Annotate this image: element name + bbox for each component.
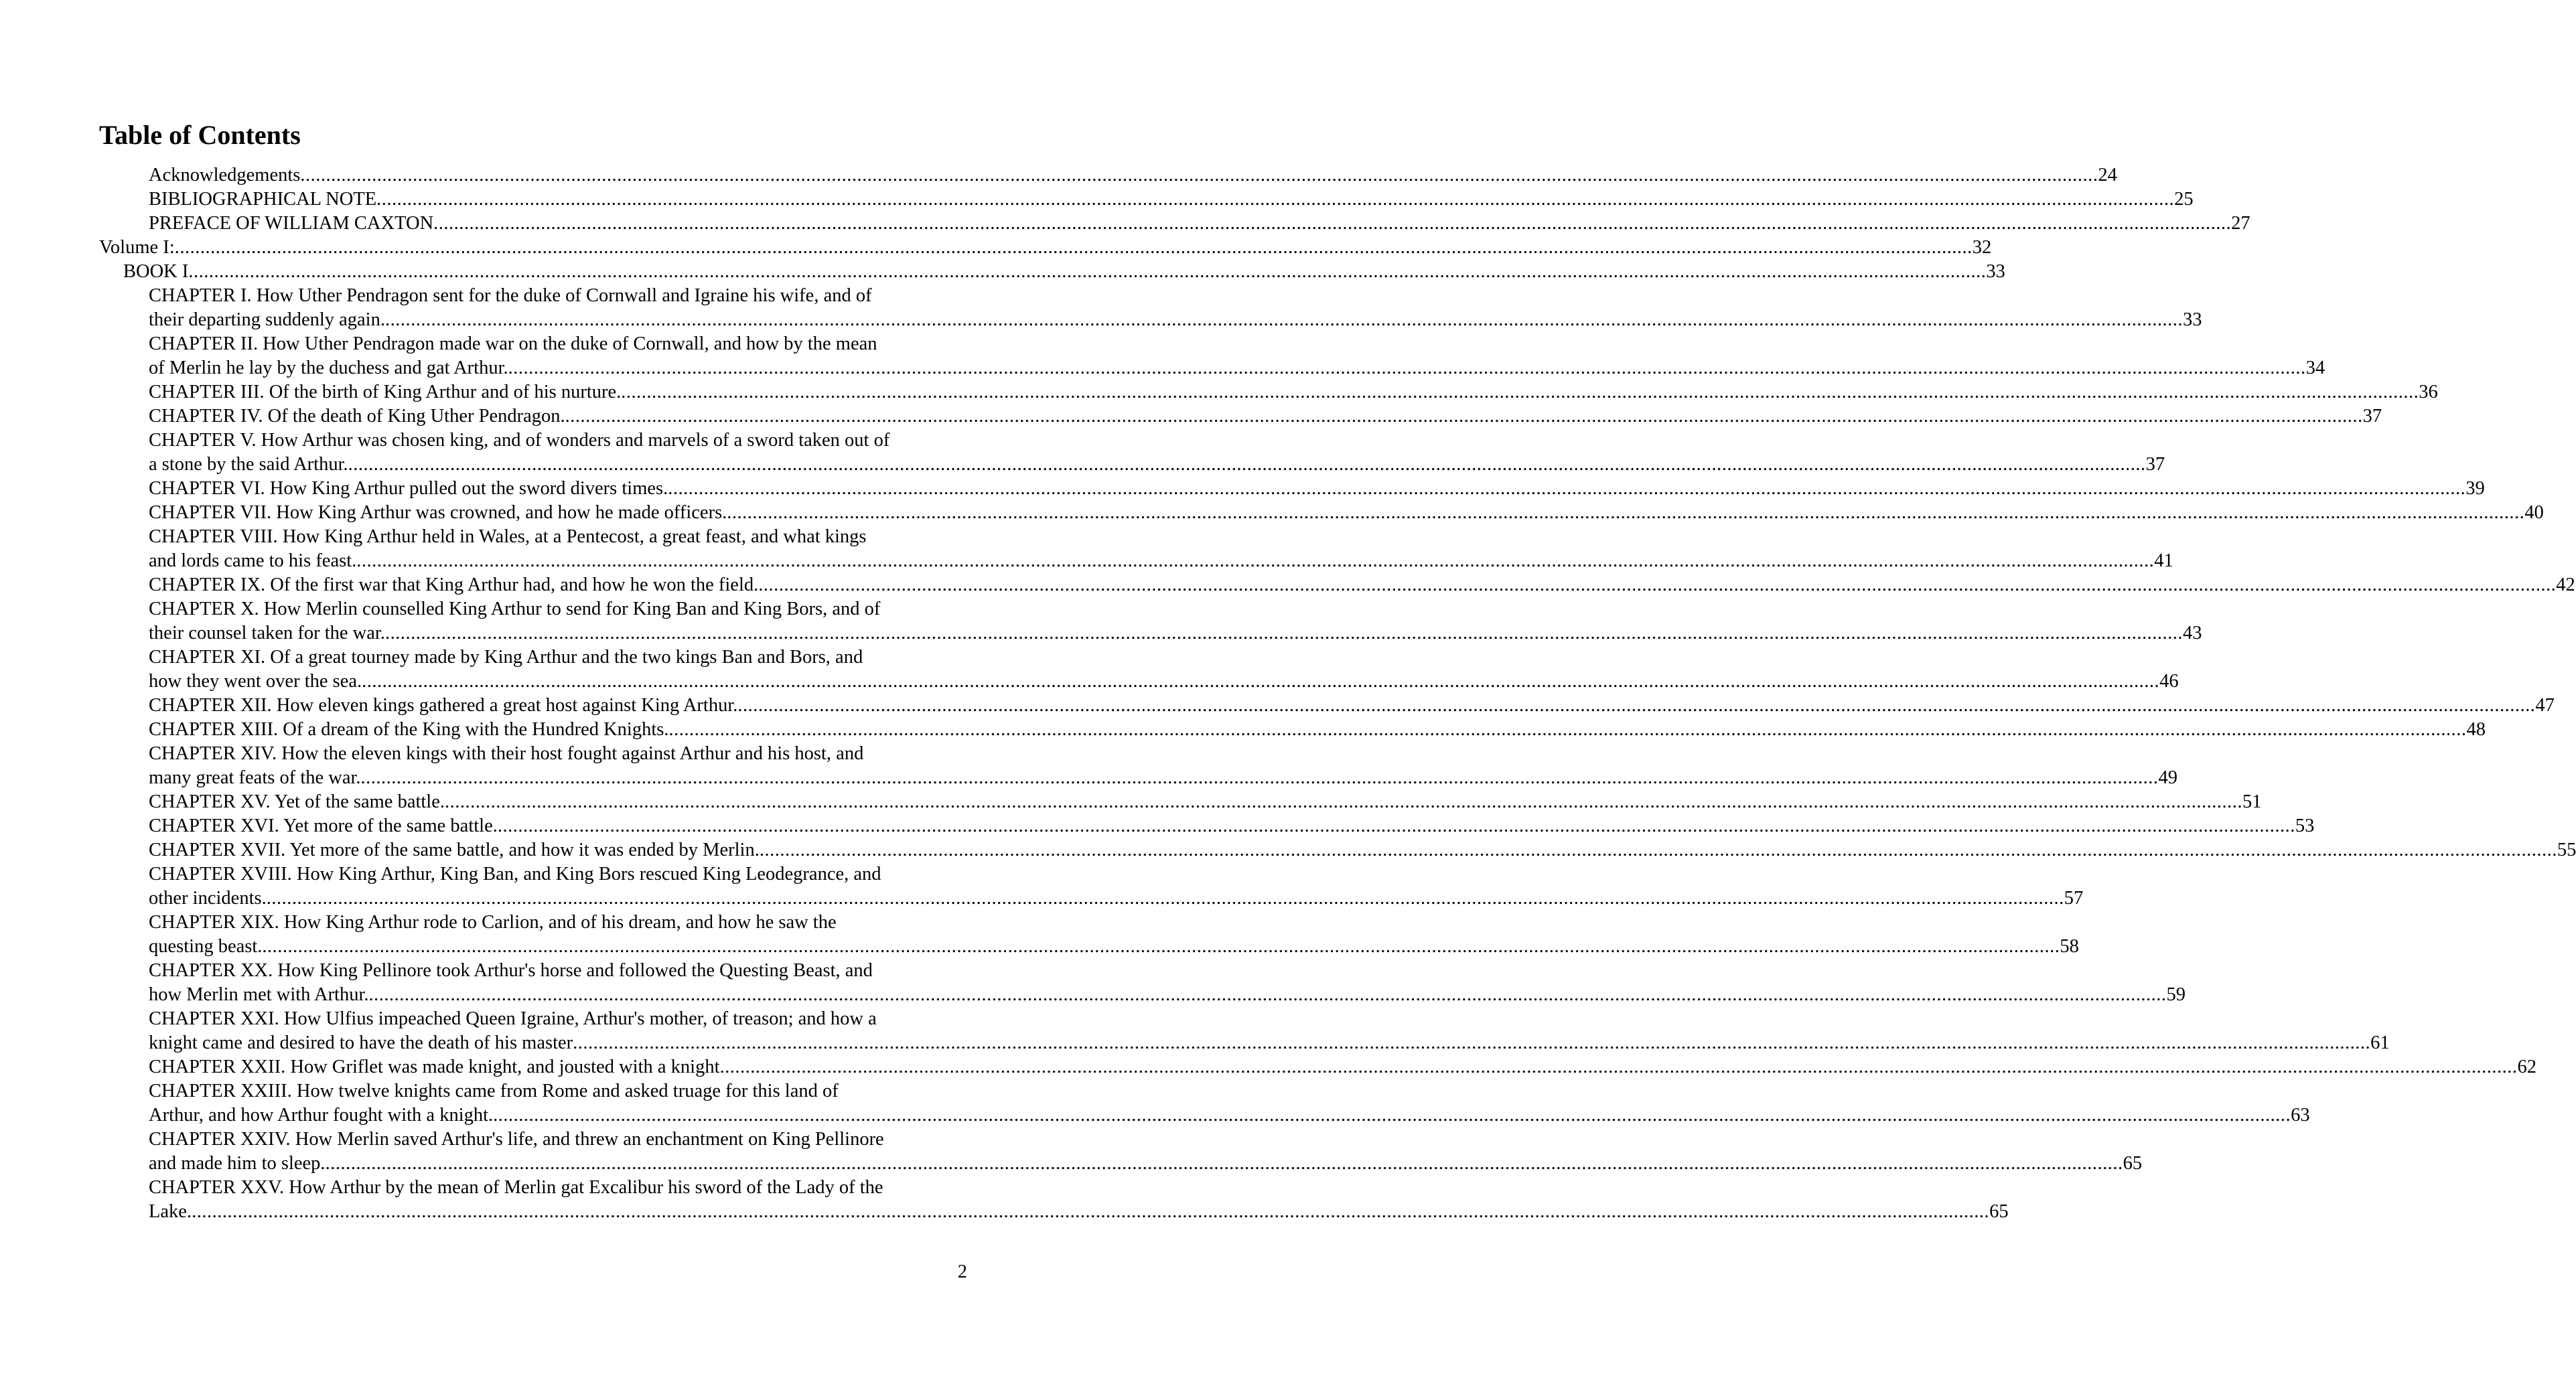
toc-page-number: 47 [2535, 695, 2555, 716]
dot-leader [621, 380, 2419, 404]
dot-leader [348, 453, 2146, 477]
toc-entry[interactable] [149, 790, 2262, 814]
toc-page-number: 57 [2064, 888, 2084, 909]
toc-entry-text: CHAPTER III. Of the birth of King Arthur and of his nurture. [149, 382, 622, 402]
toc-entry[interactable] [149, 525, 2173, 573]
toc-entry-text: Acknowledgements [149, 165, 301, 185]
toc-entry-text: knight came and desired to have the death of his master [149, 1032, 573, 1053]
toc-page-number: 63 [2291, 1105, 2310, 1126]
toc-page-number: 27 [2231, 213, 2250, 234]
toc-entry[interactable] [149, 212, 2250, 236]
toc-entry-text: CHAPTER XII. How eleven kings gathered a great host against King Arthur. [149, 695, 738, 716]
toc-page-number: 65 [1989, 1201, 2009, 1222]
toc-page-number: 59 [2166, 984, 2186, 1005]
dot-leader [369, 983, 2167, 1007]
dot-leader [267, 887, 2064, 911]
toc-entry[interactable] [149, 1128, 2143, 1176]
toc-entry-text: CHAPTER XXII. How Griflet was made knight, and jousted with a knight [149, 1057, 720, 1077]
toc-page-number: 42 [2556, 574, 2575, 595]
dot-leader [565, 404, 2363, 429]
toc-entry[interactable] [149, 332, 2325, 380]
dot-leader [361, 766, 2159, 790]
toc-entry[interactable] [149, 573, 2575, 597]
dot-leader [192, 1200, 1989, 1224]
toc-page-number: 51 [2242, 791, 2262, 812]
dot-leader [573, 1031, 2370, 1055]
dot-leader [508, 356, 2306, 380]
toc-page-number: 58 [2060, 936, 2079, 957]
toc-entry-text: BIBLIOGRAPHICAL NOTE [149, 189, 377, 210]
toc-entry-text: their departing suddenly again. [149, 309, 385, 330]
toc-page-number: 46 [2159, 671, 2179, 692]
toc-entry-text: CHAPTER XXI. How Ulfius impeached Queen Igraine, Arthur's mother, of treason; and how a [149, 1008, 877, 1029]
dot-leader [385, 621, 2183, 645]
page-number: 2 [957, 1261, 967, 1282]
toc-entry[interactable] [149, 187, 2194, 212]
toc-entry-text: CHAPTER VIII. How King Arthur held in Wales, at a Pentecost, a great feast, and what kings [149, 526, 867, 547]
toc-page-number: 49 [2158, 767, 2178, 788]
dot-leader [669, 718, 2467, 742]
toc-entry-text: and made him to sleep. [149, 1153, 326, 1174]
toc-entry[interactable] [149, 1055, 2537, 1079]
toc-entry[interactable] [149, 1079, 2310, 1128]
toc-entry[interactable] [99, 236, 1992, 260]
toc-entry-text: many great feats of the war. [149, 767, 361, 788]
toc-entry-text: BOOK I [123, 261, 189, 282]
toc-page-number: 37 [2145, 454, 2165, 475]
toc-entry[interactable] [123, 260, 2005, 284]
toc-page-number: 36 [2419, 382, 2438, 402]
dot-leader [720, 1055, 2518, 1079]
toc-entry-text: CHAPTER XIII. Of a dream of the King with the Hundred Knights. [149, 719, 669, 740]
dot-leader [385, 308, 2183, 332]
toc-entry-text: a stone by the said Arthur. [149, 454, 348, 475]
dot-leader [493, 1103, 2291, 1128]
toc-page-number: 33 [1986, 261, 2005, 282]
toc-entry-text: CHAPTER XIX. How King Arthur rode to Carlion, and of his dream, and how he saw the [149, 912, 837, 933]
toc-page-number: 61 [2370, 1032, 2390, 1053]
toc-page-number: 34 [2305, 358, 2325, 378]
dot-leader [262, 935, 2060, 959]
toc-entry-text: how Merlin met with Arthur. [149, 984, 369, 1005]
toc-page-number: 62 [2517, 1057, 2537, 1077]
toc-entry[interactable] [149, 814, 2315, 838]
toc-entry-text: CHAPTER X. How Merlin counselled King Arthur to send for King Ban and King Bors, and of [149, 599, 881, 619]
dot-leader [668, 477, 2465, 501]
toc-entry-text: how they went over the sea. [149, 671, 362, 692]
dot-leader [758, 573, 2556, 597]
toc-entry-text: CHAPTER IX. Of the first war that King Arthur had, and how he won the field. [149, 574, 759, 595]
toc-page-number: 32 [1972, 237, 1992, 258]
toc-entry[interactable] [149, 862, 2084, 911]
toc-page-number: 41 [2154, 550, 2173, 571]
dot-leader [326, 1152, 2123, 1176]
toc-entry-text: CHAPTER XVI. Yet more of the same battle. [149, 816, 498, 836]
toc-page-number: 25 [2174, 189, 2194, 210]
dot-leader [362, 670, 2159, 694]
toc-entry-text: and lords came to his feast. [149, 550, 357, 571]
toc-list [99, 163, 2576, 1224]
toc-entry[interactable] [149, 959, 2186, 1007]
dot-leader [356, 549, 2154, 573]
toc-entry-text: Lake. [149, 1201, 192, 1222]
toc-entry-text: of Merlin he lay by the duchess and gat Arthur. [149, 358, 508, 378]
toc-entry[interactable] [149, 163, 2117, 187]
toc-entry-text: CHAPTER XX. How King Pellinore took Arthur's horse and followed the Questing Beast, and [149, 960, 873, 981]
toc-entry[interactable] [149, 718, 2486, 742]
toc-entry[interactable] [149, 1007, 2390, 1055]
toc-entry-text: PREFACE OF WILLIAM CAXTON [149, 213, 434, 234]
toc-entry-text: other incidents. [149, 888, 267, 909]
toc-entry-text: CHAPTER XXV. How Arthur by the mean of Merlin gat Excalibur his sword of the Lady of the [149, 1177, 883, 1198]
toc-entry[interactable] [149, 429, 2165, 477]
page-title: Table of Contents [99, 120, 301, 150]
toc-entry-text: CHAPTER XI. Of a great tourney made by King Arthur and the two kings Ban and Bors, and [149, 647, 863, 668]
toc-entry[interactable] [149, 477, 2485, 501]
toc-entry-text: questing beast. [149, 936, 263, 957]
toc-entry-text: CHAPTER XXIV. How Merlin saved Arthur's life, and threw an enchantment on King Pellinore [149, 1129, 884, 1150]
toc-page-number: 37 [2362, 406, 2382, 427]
toc-entry-text: CHAPTER XIV. How the eleven kings with their host fought against Arthur and his host, and [149, 743, 864, 764]
dot-leader [727, 501, 2524, 525]
toc-entry-text: CHAPTER V. How Arthur was chosen king, and of wonders and marvels of a sword taken out of [149, 430, 890, 451]
toc-page-number: 55 [2557, 840, 2576, 860]
toc-page-number: 48 [2466, 719, 2486, 740]
dot-leader [175, 236, 1973, 260]
toc-entry[interactable] [149, 404, 2382, 429]
toc-page-number: 65 [2123, 1153, 2143, 1174]
toc-entry[interactable] [149, 694, 2555, 718]
toc-entry[interactable] [149, 911, 2079, 959]
dot-leader [433, 212, 2231, 236]
dot-leader [760, 838, 2557, 862]
toc-entry-text: CHAPTER VII. How King Arthur was crowned, and how he made officers. [149, 502, 727, 523]
toc-entry[interactable] [149, 501, 2544, 525]
toc-entry-text: CHAPTER IV. Of the death of King Uther Pendragon. [149, 406, 565, 427]
toc-entry-text: CHAPTER XVII. Yet more of the same battle, and how it was ended by Merlin. [149, 840, 760, 860]
toc-entry-text: CHAPTER XVIII. How King Arthur, King Ban, and King Bors rescued King Leodegrance, and [149, 864, 881, 884]
dot-leader [300, 163, 2098, 187]
toc-entry-text: CHAPTER I. How Uther Pendragon sent for the duke of Cornwall and Igraine his wife, and of [149, 285, 872, 306]
toc-entry[interactable] [149, 380, 2438, 404]
toc-entry-text: their counsel taken for the war. [149, 623, 385, 643]
dot-leader [498, 814, 2295, 838]
toc-entry-text: CHAPTER II. How Uther Pendragon made war on the duke of Cornwall, and how by the mean [149, 333, 877, 354]
toc-page-number: 40 [2524, 502, 2544, 523]
toc-entry-text: CHAPTER XV. Yet of the same battle. [149, 791, 445, 812]
toc-entry-text: CHAPTER XXIII. How twelve knights came from Rome and asked truage for this land of [149, 1081, 839, 1101]
dot-leader [188, 260, 1986, 284]
toc-entry-text: Volume I: [99, 237, 175, 258]
toc-page-number: 39 [2465, 478, 2485, 499]
toc-entry[interactable] [149, 284, 2202, 332]
toc-entry-text: Arthur, and how Arthur fought with a knight. [149, 1105, 494, 1126]
toc-entry[interactable] [149, 742, 2178, 790]
dot-leader [445, 790, 2242, 814]
toc-entry[interactable] [149, 645, 2179, 694]
toc-entry-text: CHAPTER VI. How King Arthur pulled out the sword divers times. [149, 478, 668, 499]
toc-entry[interactable] [149, 597, 2202, 645]
toc-page-number: 33 [2182, 309, 2202, 330]
toc-page-number: 43 [2182, 623, 2202, 643]
dot-leader [737, 694, 2535, 718]
dot-leader [376, 187, 2174, 212]
toc-page-number: 24 [2098, 165, 2117, 185]
toc-entry[interactable] [149, 838, 2576, 862]
toc-page-number: 53 [2295, 816, 2315, 836]
toc-entry[interactable] [149, 1176, 2009, 1224]
